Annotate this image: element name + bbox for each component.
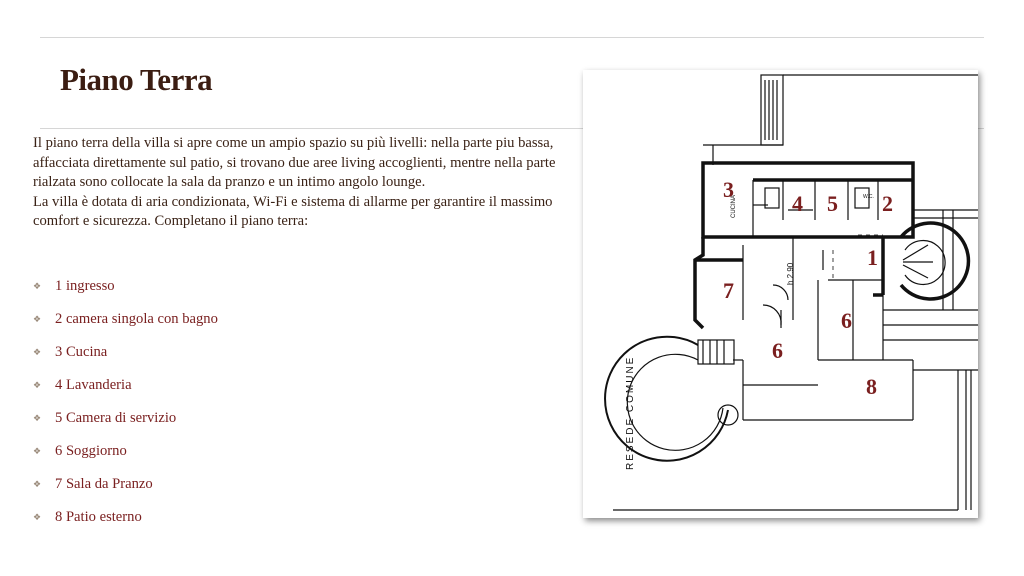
plan-number-6-lower: 6 [772, 338, 783, 363]
floor-plan-image [583, 70, 978, 518]
cucina-annotation: CUCINA [731, 194, 737, 218]
list-item [33, 435, 218, 468]
wc-annotation: W.C. [863, 194, 874, 200]
plan-number-6-upper: 6 [841, 308, 852, 333]
room-label: 8 Patio esterno [55, 509, 142, 525]
intro-paragraph-2: La villa è dotata di aria condizionata, Wi-Fi e sistema di allarme per garantire il massimo comfort e sicurezza. Completano il piano terra: [33, 193, 553, 229]
list-item [33, 336, 218, 369]
diamond-bullet-icon: ❖ [33, 512, 42, 522]
plan-number-3: 3 [723, 177, 734, 202]
list-item [33, 402, 218, 435]
diamond-bullet-icon: ❖ [33, 347, 42, 357]
room-label: 4 Lavanderia [55, 377, 132, 393]
list-item [33, 468, 218, 501]
diamond-bullet-icon: ❖ [33, 479, 42, 489]
diamond-bullet-icon: ❖ [33, 413, 42, 423]
diamond-bullet-icon: ❖ [33, 314, 42, 324]
intro-paragraph-1: Il piano terra della villa si apre come un ampio spazio su più livelli: nella parte piu bassa, affacciata direttamente sul patio, si trovano due aree living accoglienti, mentre nella parte rialzata sono collocate la sala da pranzo e un intimo angolo lounge. [33, 135, 556, 190]
room-label: 3 Cucina [55, 344, 108, 360]
list-item [33, 303, 218, 336]
rooms-list [33, 270, 218, 534]
diamond-bullet-icon: ❖ [33, 281, 42, 291]
plan-number-1: 1 [867, 245, 878, 270]
room-label: 6 Soggiorno [55, 443, 127, 459]
room-label: 7 Sala da Pranzo [55, 476, 153, 492]
plan-number-7: 7 [723, 278, 734, 303]
intro-text [33, 134, 563, 232]
floor-plan-drawing [583, 70, 978, 518]
plan-number-8: 8 [866, 374, 877, 399]
room-label: 5 Camera di servizio [55, 410, 177, 426]
plan-number-2: 2 [882, 191, 893, 216]
diamond-bullet-icon: ❖ [33, 380, 42, 390]
page-title: Piano Terra [60, 62, 213, 97]
room-label: 1 ingresso [55, 278, 115, 294]
room-label: 2 camera singola con bagno [55, 311, 218, 327]
plan-number-4: 4 [792, 191, 803, 216]
list-item [33, 270, 218, 303]
list-item [33, 501, 218, 534]
plan-number-5: 5 [827, 191, 838, 216]
height-annotation: h 2.90 [786, 262, 795, 285]
resede-annotation: RESEDE COMUNE [625, 355, 636, 470]
top-divider [40, 37, 984, 38]
list-item [33, 369, 218, 402]
diamond-bullet-icon: ❖ [33, 446, 42, 456]
